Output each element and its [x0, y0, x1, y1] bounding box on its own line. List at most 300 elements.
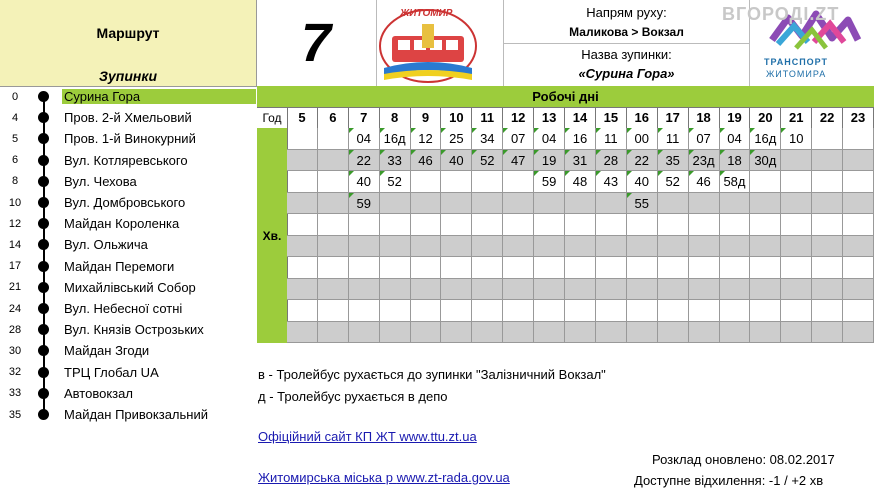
minute-cell — [534, 279, 565, 301]
minute-cell — [658, 279, 689, 301]
minute-cell — [781, 279, 812, 301]
minute-cell: 52 — [380, 171, 411, 193]
minute-cell — [689, 300, 720, 322]
minute-cell — [843, 300, 874, 322]
minute-cell — [843, 214, 874, 236]
minute-cell: 04 — [534, 128, 565, 150]
minute-cell: 58д — [720, 171, 751, 193]
minute-cell: 43 — [596, 171, 627, 193]
minute-cell — [380, 214, 411, 236]
stop-dot-icon — [38, 367, 49, 378]
stop-row — [0, 150, 256, 171]
minute-cell — [812, 171, 843, 193]
minute-cell — [812, 279, 843, 301]
route-label: Маршрут — [0, 0, 257, 66]
minute-cell — [596, 193, 627, 215]
minute-cell: 40 — [441, 150, 472, 172]
stop-row — [0, 277, 256, 298]
minute-cell: 34 — [472, 128, 503, 150]
stop-name: ТРЦ Глобал UA — [64, 364, 159, 380]
minute-cell — [380, 257, 411, 279]
logo-text-line1: ТРАНСПОРТ — [764, 57, 829, 67]
minute-cell — [689, 279, 720, 301]
hour-cell: 14 — [565, 107, 596, 128]
stop-minutes: 12 — [8, 217, 22, 230]
minute-cell — [843, 193, 874, 215]
stop-row — [0, 213, 256, 234]
minute-cell — [287, 236, 318, 258]
direction-value: Маликова > Вокзал — [569, 25, 684, 39]
minute-cell — [750, 322, 781, 344]
hour-cell: 8 — [380, 107, 411, 128]
minute-cell — [627, 300, 658, 322]
hour-cell: 12 — [503, 107, 534, 128]
stop-minutes: 0 — [11, 90, 19, 103]
minute-cell — [596, 300, 627, 322]
stop-minutes: 6 — [11, 154, 19, 167]
minute-cell — [503, 171, 534, 193]
minute-cell — [472, 257, 503, 279]
minute-cell — [689, 193, 720, 215]
minute-cell — [441, 257, 472, 279]
minute-cell — [380, 279, 411, 301]
minute-cell — [781, 193, 812, 215]
minute-cell — [781, 171, 812, 193]
minute-cell — [503, 236, 534, 258]
stop-minutes: 14 — [8, 238, 22, 251]
hour-cell: 10 — [441, 107, 472, 128]
minute-cell — [812, 322, 843, 344]
stop-dot-icon — [38, 282, 49, 293]
stop-dot-icon — [38, 218, 49, 229]
minute-cell — [720, 214, 751, 236]
minute-cell — [472, 322, 503, 344]
minute-cell — [720, 257, 751, 279]
minute-cell: 19 — [534, 150, 565, 172]
stop-dot-icon — [38, 197, 49, 208]
minute-cell — [596, 257, 627, 279]
stop-dot-icon — [38, 261, 49, 272]
minute-cell — [750, 279, 781, 301]
minute-cell — [472, 171, 503, 193]
minute-cell: 46 — [411, 150, 442, 172]
stop-row — [0, 340, 256, 361]
minute-cell: 46 — [689, 171, 720, 193]
minute-cell — [812, 257, 843, 279]
minute-cell: 16 — [565, 128, 596, 150]
minute-cell — [565, 322, 596, 344]
link-rada-label[interactable]: Житомирська міська р — [258, 470, 393, 485]
minute-cell — [843, 236, 874, 258]
stop-row — [0, 107, 256, 128]
minute-cell — [565, 257, 596, 279]
minute-cell — [781, 300, 812, 322]
hour-cell: 18 — [689, 107, 720, 128]
minute-cell — [750, 300, 781, 322]
minute-cell — [380, 300, 411, 322]
schedule-row — [287, 257, 874, 279]
minute-cell — [534, 214, 565, 236]
hour-cell: 20 — [750, 107, 781, 128]
minute-cell — [565, 236, 596, 258]
minute-cell: 28 — [596, 150, 627, 172]
minute-cell — [318, 193, 349, 215]
stop-minutes: 28 — [8, 323, 22, 336]
minute-cell — [658, 322, 689, 344]
minute-cell — [720, 279, 751, 301]
stop-dot-icon — [38, 91, 49, 102]
hour-cell: 13 — [534, 107, 565, 128]
minute-cell: 04 — [720, 128, 751, 150]
minute-cell — [411, 257, 442, 279]
stop-name: Сурина Гора — [62, 89, 256, 104]
minute-cell — [750, 171, 781, 193]
minute-cell — [627, 279, 658, 301]
stop-dot-icon — [38, 133, 49, 144]
minute-cell — [287, 300, 318, 322]
hour-cell: 11 — [472, 107, 503, 128]
minute-cell — [689, 236, 720, 258]
minute-cell — [627, 257, 658, 279]
minute-cell — [596, 279, 627, 301]
deviation-note: Доступне відхилення: -1 / +2 хв — [634, 473, 824, 488]
stop-dot-icon — [38, 112, 49, 123]
minute-cell — [472, 193, 503, 215]
minute-cell — [781, 257, 812, 279]
minute-cell — [472, 214, 503, 236]
divider — [504, 43, 749, 44]
stop-row — [0, 171, 256, 192]
minute-cell — [441, 214, 472, 236]
minute-cell — [534, 236, 565, 258]
stop-minutes: 32 — [8, 366, 22, 379]
minute-cell: 48 — [565, 171, 596, 193]
stop-name: Пров. 1-й Винокурний — [64, 131, 196, 147]
minute-cell: 55 — [627, 193, 658, 215]
minute-cell: 07 — [689, 128, 720, 150]
schedule-row — [287, 322, 874, 344]
minute-cell — [658, 193, 689, 215]
route-number: 7 — [256, 0, 377, 86]
stop-row — [0, 192, 256, 213]
schedule-row — [287, 171, 874, 193]
minute-cell: 00 — [627, 128, 658, 150]
minute-cell: 33 — [380, 150, 411, 172]
stop-row — [0, 298, 256, 319]
minute-cell — [781, 322, 812, 344]
minute-cell — [503, 322, 534, 344]
stop-name: Вул. Чехова — [64, 173, 137, 189]
minute-cell — [843, 171, 874, 193]
minute-cell — [812, 150, 843, 172]
hour-cell: 16 — [627, 107, 658, 128]
minute-cell — [812, 300, 843, 322]
minute-cell: 25 — [441, 128, 472, 150]
minute-cell — [781, 150, 812, 172]
minute-cell — [750, 214, 781, 236]
hour-cell: 5 — [287, 107, 318, 128]
hour-label: Год — [257, 107, 288, 128]
minute-cell: 22 — [627, 150, 658, 172]
minute-cell — [318, 171, 349, 193]
hour-cell: 7 — [349, 107, 380, 128]
minute-cell — [720, 193, 751, 215]
stop-dot-icon — [38, 155, 49, 166]
minute-cell — [380, 322, 411, 344]
minute-cell: 30д — [750, 150, 781, 172]
minute-cell — [750, 257, 781, 279]
stop-minutes: 33 — [8, 387, 22, 400]
minute-cell — [503, 257, 534, 279]
stop-name: Вул. Котляревського — [64, 152, 188, 168]
minute-cell: 40 — [349, 171, 380, 193]
hour-cell: 9 — [411, 107, 442, 128]
minute-cell — [658, 300, 689, 322]
stop-name: Майдан Згоди — [64, 343, 150, 359]
schedule-row — [287, 300, 874, 322]
stop-minutes: 8 — [11, 175, 19, 188]
minute-cell — [720, 300, 751, 322]
minute-cell — [658, 214, 689, 236]
minute-cell: 52 — [472, 150, 503, 172]
stop-minutes: 35 — [8, 408, 22, 421]
stop-name: Михайлівський Собор — [64, 279, 196, 295]
link-ttu-url[interactable]: www.ttu.zt.ua — [399, 429, 477, 444]
minute-cell — [318, 257, 349, 279]
hour-cell: 6 — [318, 107, 349, 128]
stop-dot-icon — [38, 303, 49, 314]
minute-cell — [627, 236, 658, 258]
minute-cell: 23д — [689, 150, 720, 172]
city-emblem-icon — [378, 2, 478, 84]
minute-cell: 12 — [411, 128, 442, 150]
stop-name-label: Назва зупинки: — [581, 47, 672, 62]
stop-name: Вул. Домбровського — [64, 195, 186, 210]
minute-cell — [503, 300, 534, 322]
minute-cell — [812, 193, 843, 215]
updated-date: Розклад оновлено: 08.02.2017 — [652, 452, 835, 467]
stop-name: Майдан Привокзальний — [64, 407, 208, 422]
minute-cell — [627, 322, 658, 344]
stop-name: Пров. 2-й Хмельовий — [64, 110, 192, 126]
stop-name: Вул. Ольжича — [64, 237, 148, 253]
minute-cell — [812, 236, 843, 258]
minute-cell — [318, 128, 349, 150]
stop-minutes: 30 — [8, 344, 22, 357]
stops-label: Зупинки — [0, 65, 257, 87]
minute-cell — [318, 322, 349, 344]
stop-row — [0, 86, 256, 107]
minute-cell — [287, 171, 318, 193]
minute-cell — [287, 279, 318, 301]
minute-cell — [658, 236, 689, 258]
minute-cell: 40 — [627, 171, 658, 193]
stop-row — [0, 404, 256, 425]
minute-cell: 47 — [503, 150, 534, 172]
minute-cell — [534, 322, 565, 344]
stop-minutes: 10 — [8, 196, 22, 209]
minute-cell — [441, 300, 472, 322]
minute-cell — [596, 322, 627, 344]
stop-dot-icon — [38, 345, 49, 356]
minute-cell — [843, 322, 874, 344]
minute-cell — [689, 257, 720, 279]
emblem-text: ЖИТОМИР — [400, 8, 453, 19]
minute-cell — [843, 279, 874, 301]
stop-name: Автовокзал — [64, 385, 133, 401]
watermark: ВГОРОДІ.ZT — [722, 4, 840, 24]
hour-cell: 21 — [781, 107, 812, 128]
minute-cell — [318, 300, 349, 322]
minute-cell — [349, 257, 380, 279]
legend-d: д - Тролейбус рухається в депо — [258, 389, 448, 404]
minute-cell: 31 — [565, 150, 596, 172]
minute-cell — [349, 279, 380, 301]
schedule-row — [287, 193, 874, 215]
stop-dot-icon — [38, 176, 49, 187]
minute-cell — [318, 150, 349, 172]
minute-cell: 07 — [503, 128, 534, 150]
stop-row — [0, 234, 256, 255]
stop-dot-icon — [38, 324, 49, 335]
minute-cell — [534, 193, 565, 215]
minute-cell — [812, 128, 843, 150]
minute-cell — [565, 193, 596, 215]
stop-name-value: «Сурина Гора» — [578, 66, 675, 81]
minute-cell — [411, 214, 442, 236]
minute-cell — [658, 257, 689, 279]
direction-label: Напрям руху: — [586, 5, 667, 20]
minute-cell — [349, 322, 380, 344]
minute-cell — [287, 322, 318, 344]
minute-cell — [689, 214, 720, 236]
minute-cell — [843, 257, 874, 279]
minute-cell — [411, 322, 442, 344]
minute-cell — [411, 236, 442, 258]
minute-cell — [843, 150, 874, 172]
hours-header — [257, 107, 874, 128]
minute-cell — [318, 279, 349, 301]
minute-cell — [781, 236, 812, 258]
minute-cell: 11 — [658, 128, 689, 150]
minute-cell — [503, 214, 534, 236]
minute-cell — [318, 214, 349, 236]
minute-cell: 35 — [658, 150, 689, 172]
stop-dot-icon — [38, 409, 49, 420]
minute-cell — [287, 150, 318, 172]
hour-cell: 22 — [812, 107, 843, 128]
stop-minutes: 21 — [8, 281, 22, 294]
minute-cell: 16д — [750, 128, 781, 150]
stop-name: Вул. Князів Острозьких — [64, 322, 204, 338]
link-rada[interactable] — [258, 470, 510, 485]
minute-cell — [565, 279, 596, 301]
minute-cell — [750, 193, 781, 215]
minutes-grid — [257, 128, 874, 343]
minute-cell: 59 — [534, 171, 565, 193]
minute-cell — [287, 128, 318, 150]
minute-cell — [411, 193, 442, 215]
link-ttu[interactable] — [258, 429, 477, 444]
minute-cell — [411, 171, 442, 193]
stop-dot-icon — [38, 239, 49, 250]
minute-cell — [781, 214, 812, 236]
stop-minutes: 17 — [8, 260, 22, 273]
minute-cell — [349, 300, 380, 322]
minute-cell — [720, 236, 751, 258]
minute-cell — [441, 322, 472, 344]
minute-cell: 22 — [349, 150, 380, 172]
legend-v: в - Тролейбус рухається до зупинки "Залізничний Вокзал" — [258, 367, 606, 382]
minute-cell — [349, 214, 380, 236]
stop-minutes: 5 — [11, 132, 19, 145]
stop-name: Вул. Небесної сотні — [64, 301, 183, 316]
minute-cell: 18 — [720, 150, 751, 172]
minute-cell — [411, 279, 442, 301]
minute-cell — [565, 300, 596, 322]
link-rada-url[interactable]: www.zt-rada.gov.ua — [396, 470, 510, 485]
link-ttu-label[interactable]: Офіційний сайт КП ЖТ — [258, 429, 396, 444]
minute-cell — [812, 214, 843, 236]
minute-cell — [689, 322, 720, 344]
minute-cell — [380, 236, 411, 258]
direction-panel — [503, 0, 750, 86]
hour-cell: 17 — [658, 107, 689, 128]
minute-cell — [472, 300, 503, 322]
schedule-row — [287, 150, 874, 172]
schedule-row — [287, 236, 874, 258]
minute-cell — [750, 236, 781, 258]
minute-cell — [596, 236, 627, 258]
minute-cell — [503, 279, 534, 301]
minute-cell — [441, 171, 472, 193]
minute-cell: 59 — [349, 193, 380, 215]
minute-cell — [843, 128, 874, 150]
minute-cell — [534, 300, 565, 322]
minute-cell — [720, 322, 751, 344]
stop-row — [0, 362, 256, 383]
minute-cell — [287, 257, 318, 279]
minute-cell: 10 — [781, 128, 812, 150]
minute-cell — [596, 214, 627, 236]
hour-cell: 15 — [596, 107, 627, 128]
minute-cell — [472, 279, 503, 301]
stop-name: Майдан Короленка — [64, 216, 180, 232]
schedule-title: Робочі дні — [257, 86, 874, 108]
minute-cell — [534, 257, 565, 279]
minute-cell — [627, 214, 658, 236]
minute-cell — [472, 236, 503, 258]
minute-cell: 04 — [349, 128, 380, 150]
minute-cell — [349, 236, 380, 258]
stop-dot-icon — [38, 388, 49, 399]
minute-cell — [441, 193, 472, 215]
logo-text-line2: ЖИТОМИРА — [766, 69, 827, 79]
hour-cell: 23 — [843, 107, 874, 128]
stop-row — [0, 256, 256, 277]
minute-cell: 11 — [596, 128, 627, 150]
schedule-row — [287, 279, 874, 301]
stop-row — [0, 383, 256, 404]
minute-cell — [441, 279, 472, 301]
stop-minutes: 4 — [11, 111, 19, 124]
schedule-row — [287, 128, 874, 150]
stop-name: Майдан Перемоги — [64, 258, 175, 274]
minute-cell — [380, 193, 411, 215]
minute-cell: 16д — [380, 128, 411, 150]
minute-cell — [287, 193, 318, 215]
hour-cell: 19 — [720, 107, 751, 128]
